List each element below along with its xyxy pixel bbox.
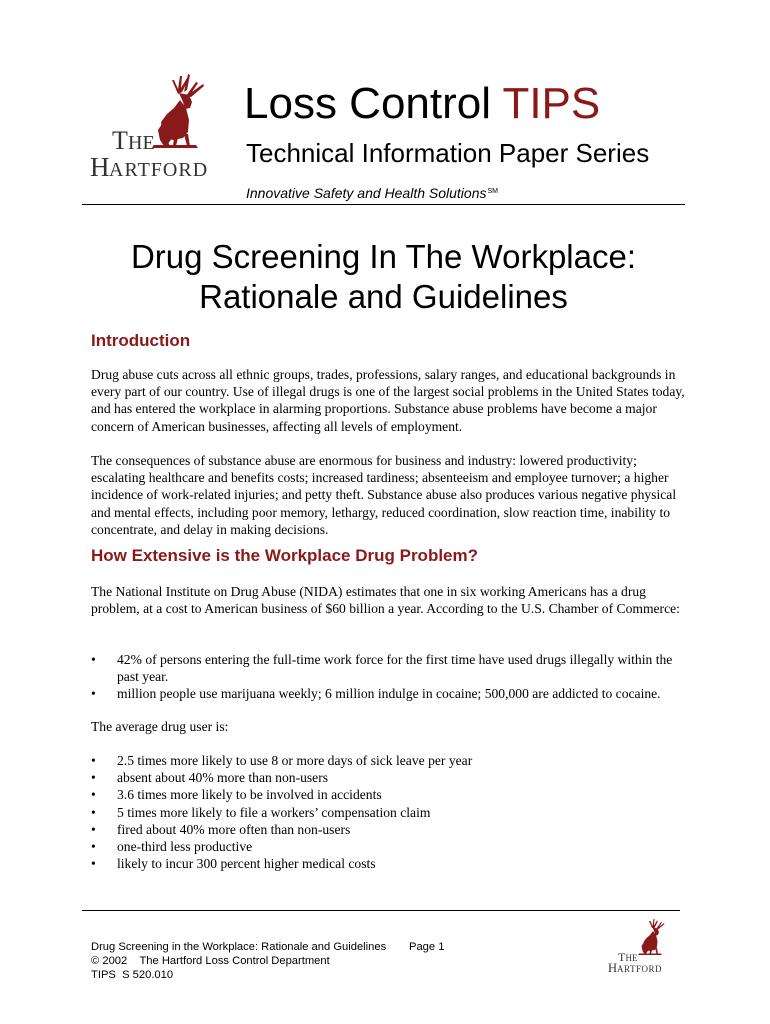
- svg-text:ARTFORD: ARTFORD: [617, 964, 662, 974]
- bullet-icon: •: [91, 753, 96, 768]
- list-item-text: 3.6 times more likely to be involved in accidents: [117, 787, 382, 803]
- series-title-main: Loss Control: [244, 79, 503, 128]
- hartford-logo: [88, 72, 223, 182]
- list-item-text: one-third less productive: [117, 839, 253, 855]
- extent-paragraph: The National Institute on Drug Abuse (NIDA) estimates that one in six working Americans has a drug problem, at a cost to American business of $60 billion a year. According to the U.S. Chamber of Commerce:: [91, 584, 680, 617]
- svg-text:T: T: [618, 950, 626, 964]
- svg-text:HE: [128, 132, 155, 154]
- list-item: [91, 838, 687, 855]
- bullet-icon: •: [91, 856, 96, 872]
- series-title-accent: TIPS: [502, 79, 601, 128]
- footer-copyright-text: © 2002 The Hartford Loss Control Department: [91, 955, 330, 967]
- series-subtitle: Technical Information Paper Series: [246, 138, 650, 168]
- series-tagline: [246, 185, 498, 201]
- document-title-line-2: Rationale and Guidelines: [199, 278, 568, 315]
- footer-divider: [82, 910, 680, 911]
- list-item-text: 42% of persons entering the full-time work force for the first time have used drugs illegally within the past year.: [117, 652, 673, 685]
- list-item: [91, 855, 687, 872]
- svg-text:H: H: [608, 961, 618, 974]
- bullet-icon: •: [91, 839, 96, 855]
- bullet-icon: •: [91, 787, 96, 803]
- list-item: [91, 769, 687, 786]
- footer-tips-code: [91, 968, 173, 983]
- svg-text:HE: HE: [625, 953, 638, 963]
- list-item: [91, 821, 687, 838]
- list-item: [91, 786, 687, 803]
- svg-text:T: T: [112, 126, 128, 155]
- footer-code-text: TIPS S 520.010: [91, 969, 174, 981]
- list-item-text: absent about 40% more than non-users: [117, 770, 329, 786]
- tagline-text: Innovative Safety and Health Solutions: [246, 185, 487, 201]
- list-item-text: likely to incur 300 percent higher medical costs: [117, 856, 376, 872]
- stag-icon: [152, 74, 204, 148]
- document-title: [82, 237, 685, 317]
- list-item: [91, 804, 687, 821]
- document-title-line-1: Drug Screening In The Workplace:: [130, 238, 637, 275]
- bullet-icon: •: [91, 821, 96, 837]
- svg-text:H: H: [90, 152, 110, 182]
- stag-icon: [638, 919, 665, 955]
- header-divider: [82, 204, 685, 205]
- list-item-text: 2.5 times more likely to use 8 or more days of sick leave per year: [117, 753, 473, 768]
- list-item-text: 5 times more likely to file a workers’ compensation claim: [117, 804, 431, 820]
- series-title: [244, 78, 600, 130]
- chamber-stats-list: [91, 651, 687, 703]
- section-heading-introduction: Introduction: [91, 331, 191, 350]
- section-heading-extent: How Extensive is the Workplace Drug Problem?: [91, 546, 479, 565]
- list-item: [91, 685, 687, 702]
- average-user-list: [91, 752, 687, 872]
- intro-paragraph-1: Drug abuse cuts across all ethnic groups, trades, professions, salary ranges, and educational backgrounds in every part of our country. Use of illegal drugs is one of the largest social problems in the United States today, and has entered the workplace in alarming proportions. Substance abuse problems have become a major concern of American businesses, affecting all levels of employment.: [91, 367, 685, 434]
- list-item: [91, 752, 687, 769]
- list-item: [91, 651, 687, 685]
- bullet-icon: •: [91, 804, 96, 820]
- svg-text:ARTFORD: ARTFORD: [109, 159, 209, 181]
- list-item-text: fired about 40% more often than non-users: [117, 821, 351, 837]
- bullet-icon: •: [91, 686, 96, 702]
- hartford-footer-logo: [606, 918, 674, 974]
- footer-document-name: Drug Screening in the Workplace: Rationale and Guidelines: [91, 941, 387, 953]
- bullet-icon: •: [91, 652, 96, 667]
- list-item-text: million people use marijuana weekly; 6 million indulge in cocaine; 500,000 are addicted to cocaine.: [117, 686, 661, 702]
- service-mark: SM: [487, 188, 498, 195]
- footer-copyright: [91, 954, 330, 969]
- bullet-icon: •: [91, 770, 96, 786]
- intro-paragraph-2: The consequences of substance abuse are enormous for business and industry: lowered productivity; escalating healthcare and benefits costs; increased tardiness; absenteeism and employee turnover; a higher incidence of work-related injuries; and petty theft. Substance abuse also produces various negative physical and mental effects, including poor memory, lethargy, reduced coordination, slow reaction time, inability to concentrate, and delay in making decisions.: [91, 453, 677, 537]
- footer-page-number: Page 1: [409, 941, 445, 953]
- average-user-intro: The average drug user is:: [91, 719, 229, 734]
- logo-the-rest: HE: [128, 132, 155, 154]
